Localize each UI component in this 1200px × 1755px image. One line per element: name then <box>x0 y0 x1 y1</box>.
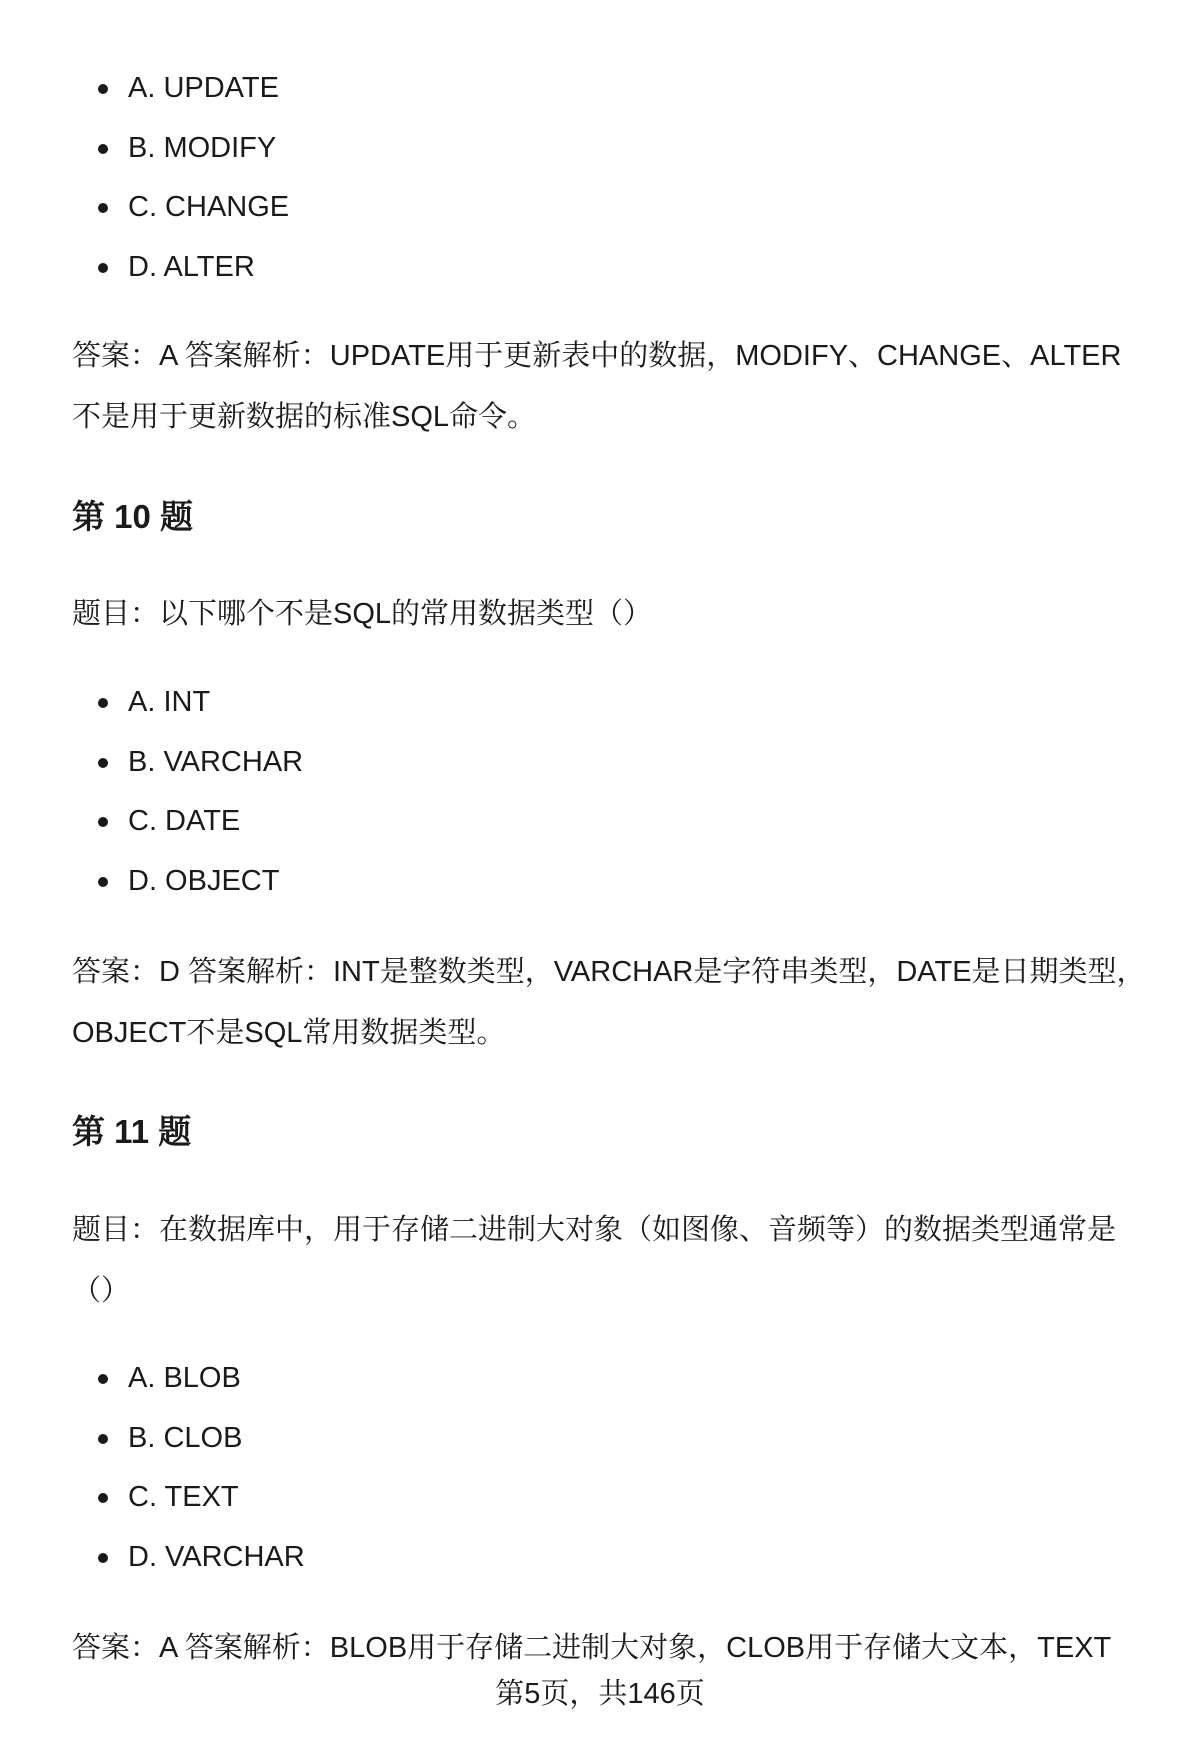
option-text: A. INT <box>128 686 211 718</box>
option-text: C. TEXT <box>128 1481 239 1514</box>
q10-heading: 第 10 题 <box>72 498 194 535</box>
q10-answer: 答案：D 答案解析：INT是整数类型，VARCHAR是字符串类型，DATE是日期类型，OBJECT不是SQL常用数据类型。 <box>72 956 1146 1049</box>
q11-option <box>72 1409 1150 1469</box>
q11-heading: 第 11 题 <box>72 1113 192 1150</box>
option-text: A. BLOB <box>128 1362 241 1394</box>
bullet-icon <box>98 84 108 94</box>
option-text: A. UPDATE <box>128 72 279 104</box>
q9-option <box>72 119 1150 179</box>
bullet-icon <box>98 1493 108 1503</box>
q10-option <box>72 673 1150 733</box>
q10-question: 题目：以下哪个不是SQL的常用数据类型（） <box>72 598 653 630</box>
option-text: B. VARCHAR <box>128 745 304 778</box>
bullet-icon <box>98 203 108 213</box>
option-text: D. ALTER <box>128 250 255 283</box>
bullet-icon <box>98 1553 108 1563</box>
bullet-icon <box>98 877 108 887</box>
bullet-icon <box>98 817 108 827</box>
q10-option <box>72 792 1150 852</box>
bullet-icon <box>98 698 108 708</box>
page-number: 第5页，共146页 <box>495 1678 705 1710</box>
q10-option <box>72 852 1150 912</box>
bullet-icon <box>98 758 108 768</box>
option-text: B. MODIFY <box>128 131 277 164</box>
q11-option <box>72 1468 1150 1528</box>
q11-question: 题目：在数据库中，用于存储二进制大对象（如图像、音频等）的数据类型通常是（） <box>72 1214 1117 1307</box>
option-text: D. OBJECT <box>128 864 280 897</box>
bullet-icon <box>98 1374 108 1384</box>
q11-answer: 答案：A 答案解析：BLOB用于存储二进制大对象，CLOB用于存储大文本，TEXT <box>72 1632 1112 1664</box>
q11-options <box>72 1349 1150 1587</box>
q11-option <box>72 1349 1150 1409</box>
q9-option <box>72 178 1150 238</box>
q9-option <box>72 238 1150 298</box>
option-text: C. CHANGE <box>128 191 290 224</box>
q9-answer: 答案：A 答案解析：UPDATE用于更新表中的数据，MODIFY、CHANGE、ALTER不是用于更新数据的标准SQL命令。 <box>72 340 1122 433</box>
bullet-icon <box>98 1434 108 1444</box>
bullet-icon <box>98 144 108 154</box>
q9-option <box>72 59 1150 119</box>
q10-option <box>72 733 1150 793</box>
option-text: C. DATE <box>128 805 241 838</box>
option-text: B. CLOB <box>128 1421 243 1454</box>
bullet-icon <box>98 263 108 273</box>
q11-option <box>72 1528 1150 1588</box>
option-text: D. VARCHAR <box>128 1540 305 1573</box>
q10-options <box>72 673 1150 911</box>
q9-options <box>72 59 1150 297</box>
